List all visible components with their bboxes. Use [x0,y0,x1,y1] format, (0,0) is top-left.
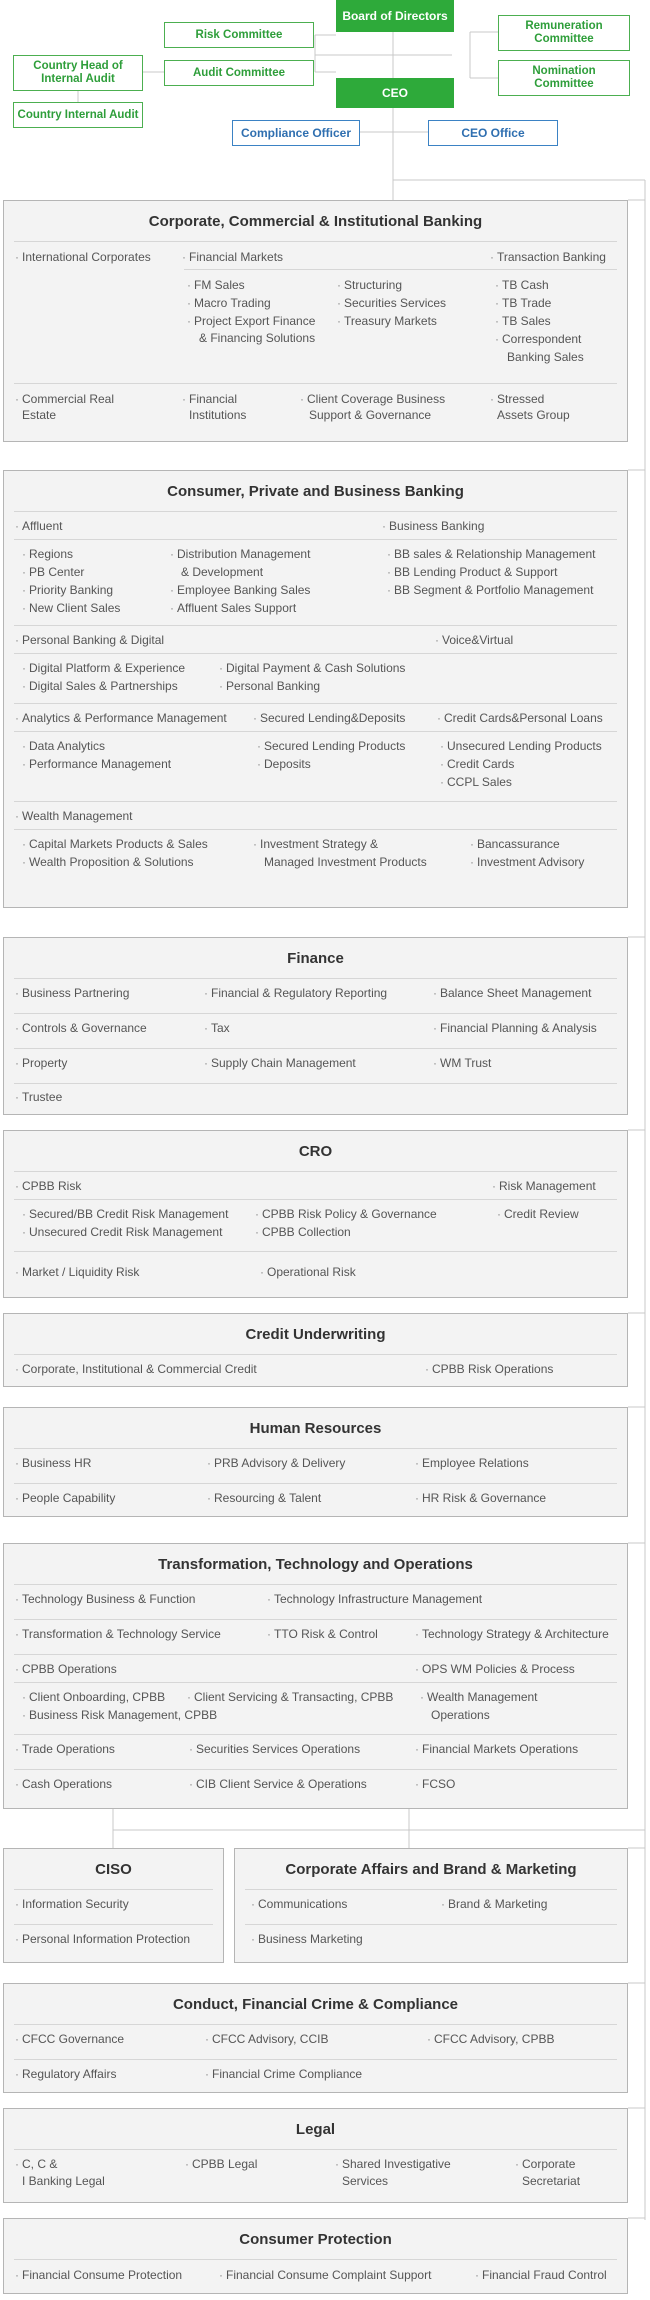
information-security: · Information Security [22,1896,129,1913]
cpbb-divider-1 [14,511,617,512]
tto-divider-5 [14,1734,617,1735]
ccib-divider-3 [14,383,617,384]
corporate-secretariat-line-2-text: Secretariat [522,2174,581,2188]
credit-review: · Credit Review [504,1206,579,1223]
trustee: · Trustee [22,1089,62,1106]
credit-underwriting-panel [3,1313,628,1387]
business-partnering: · Business Partnering [22,985,129,1002]
voice-virtual: · Voice&Virtual [442,632,513,649]
country-head-line-1: Country Head of [33,60,123,72]
distribution-line-1: · Distribution Management [177,546,310,563]
data-analytics: · Data Analytics [29,738,105,755]
bb-sales: · BB sales & Relationship Management [394,546,595,563]
ceo-office-box: CEO Office [428,120,558,146]
digital-platform: · Digital Platform & Experience [29,660,185,677]
commercial-real-estate-line-1: · Commercial Real [22,391,114,408]
client-coverage-line-1: · Client Coverage Business [307,391,445,408]
wealth-management-ops-line-1: · Wealth Management [427,1689,538,1706]
tto-risk-control: · TTO Risk & Control [274,1626,378,1643]
secured-bb-credit-risk: · Secured/BB Credit Risk Management [29,1206,228,1223]
tto-title: Transformation, Technology and Operations [158,1556,473,1573]
pb-center: · PB Center [29,564,84,581]
cro-divider-3 [14,1251,617,1252]
investment-strategy-line-2 [264,854,427,871]
securities-services: · Securities Services [344,295,446,312]
client-coverage-line-2-text: Support & Governance [309,408,432,422]
digital-payment: · Digital Payment & Cash Solutions [226,660,405,677]
cfcc-governance: · CFCC Governance [22,2031,124,2048]
client-onboarding: · Client Onboarding, CPBB [29,1689,165,1706]
credit-divider-1 [14,1354,617,1355]
risk-committee-box: Risk Committee [164,22,314,48]
cpbb-risk-policy: · CPBB Risk Policy & Governance [262,1206,437,1223]
credit-cards: · Credit Cards [447,756,514,773]
remuneration-line-2: Committee [534,33,594,45]
supply-chain-management: · Supply Chain Management [211,1055,356,1072]
financial-institutions-line-2 [189,407,246,424]
people-capability: · People Capability [22,1490,115,1507]
shared-investigative-line-2-text: Services [342,2174,389,2188]
shared-investigative-line-2 [342,2173,388,2190]
human-resources-panel [3,1407,628,1517]
cpbb-collection: · CPBB Collection [262,1224,351,1241]
ccib-legal-line-1: · C, C & [22,2156,57,2173]
cib-client-service: · CIB Client Service & Operations [196,1776,367,1793]
stressed-assets-line-1: · Stressed [497,391,544,408]
project-export-line-2 [199,331,315,345]
tto-divider-4 [14,1682,617,1683]
financial-crime-compliance: · Financial Crime Compliance [212,2066,362,2083]
cpbb-divider-4 [14,653,617,654]
hr-risk-governance: · HR Risk & Governance [422,1490,546,1507]
finance-title: Finance [287,950,344,967]
commercial-real-estate-line-2-text: Estate [22,408,57,422]
brand-marketing: · Brand & Marketing [448,1896,547,1913]
tto-panel [3,1543,628,1809]
correspondent-line-2-text: Banking Sales [507,350,584,364]
technology-strategy: · Technology Strategy & Architecture [422,1626,609,1643]
compliance-officer-box: Compliance Officer [232,120,360,146]
ciso-divider-2 [14,1924,213,1925]
correspondent-line-1: · Correspondent [502,331,581,348]
cfcc-advisory-ccib: · CFCC Advisory, CCIB [212,2031,328,2048]
affluent-sales-support: · Affluent Sales Support [177,600,296,617]
bb-lending: · BB Lending Product & Support [394,564,557,581]
wealth-management-ops-line-2-text: Operations [431,1708,490,1722]
international-corporates: · International Corporates [22,249,151,266]
corporate-institutional-credit: · Corporate, Institutional & Commercial Credit [22,1361,257,1378]
cro-title: CRO [298,1143,333,1160]
regulatory-affairs: · Regulatory Affairs [22,2066,117,2083]
cpbb-risk-operations: · CPBB Risk Operations [432,1361,553,1378]
remuneration-line-1: Remuneration [525,20,603,32]
investment-strategy-line-2-text: Managed Investment Products [264,855,427,869]
employee-banking-sales: · Employee Banking Sales [177,582,310,599]
credit-cards-loans: · Credit Cards&Personal Loans [444,710,603,727]
legal-title: Legal [295,2121,336,2138]
cfcc-title: Conduct, Financial Crime & Compliance [172,1996,459,2013]
tto-divider-3 [14,1654,617,1655]
ccib-divider-1 [14,241,617,242]
personal-banking-digital: · Personal Banking & Digital [22,632,164,649]
financial-regulatory-reporting: · Financial & Regulatory Reporting [211,985,387,1002]
cpbb-operations: · CPBB Operations [22,1661,117,1678]
nomination-line-2: Committee [534,78,594,90]
country-head-internal-audit-box [13,55,143,91]
cro-panel [3,1130,628,1298]
distribution-line-2-text: & Development [181,565,264,579]
business-banking: · Business Banking [389,518,484,535]
hr-divider-2 [14,1483,617,1484]
audit-committee-box: Audit Committee [164,60,314,86]
priority-banking: · Priority Banking [29,582,113,599]
wealth-management: · Wealth Management [22,808,133,825]
corporate-affairs-panel [234,1848,628,1963]
investment-advisory: · Investment Advisory [477,854,584,871]
personal-banking: · Personal Banking [226,678,320,695]
technology-business-function: · Technology Business & Function [22,1591,195,1608]
wealth-proposition: · Wealth Proposition & Solutions [29,854,194,871]
bancassurance: · Bancassurance [477,836,560,853]
cpbb-divider-7 [14,801,617,802]
cpbb-panel [3,470,628,908]
ceo-box: CEO [336,78,454,108]
tb-trade: · TB Trade [502,295,551,312]
ops-wm-policies: · OPS WM Policies & Process [422,1661,575,1678]
wm-trust: · WM Trust [440,1055,491,1072]
fcso: · FCSO [422,1776,455,1793]
cash-operations: · Cash Operations [22,1776,112,1793]
ciso-title: CISO [95,1861,132,1878]
cpbb-risk: · CPBB Risk [22,1178,81,1195]
employee-relations: · Employee Relations [422,1455,529,1472]
consumer-divider-1 [14,2259,617,2260]
financial-fraud-control: · Financial Fraud Control [482,2267,607,2284]
ciso-panel [3,1848,224,1963]
tb-sales: · TB Sales [502,313,551,330]
legal-panel [3,2108,628,2203]
balance-sheet-management: · Balance Sheet Management [440,985,591,1002]
credit-underwriting-title: Credit Underwriting [245,1326,386,1343]
ccib-legal-line-2-text: I Banking Legal [22,2174,105,2188]
ccpl-sales: · CCPL Sales [447,774,512,791]
fm-sales: · FM Sales [194,277,245,294]
financial-consume-protection: · Financial Consume Protection [22,2267,182,2284]
financial-planning: · Financial Planning & Analysis [440,1020,597,1037]
project-export-line-1: · Project Export Finance [194,313,315,330]
commercial-real-estate-line-2 [22,407,56,424]
financial-markets: · Financial Markets [189,249,283,266]
risk-management: · Risk Management [499,1178,596,1195]
treasury-markets: · Treasury Markets [344,313,437,330]
cro-divider-2 [14,1199,617,1200]
cro-divider-1 [14,1171,617,1172]
tto-divider-2 [14,1619,617,1620]
communications: · Communications [258,1896,347,1913]
tto-divider-1 [14,1584,617,1585]
client-servicing: · Client Servicing & Transacting, CPBB [194,1689,393,1706]
personal-information-protection: · Personal Information Protection [22,1931,190,1948]
ccib-title: Corporate, Commercial & Institutional Banking [148,213,483,230]
nomination-line-1: Nomination [532,65,596,77]
shared-investigative-line-1: · Shared Investigative [342,2156,451,2173]
business-hr: · Business HR [22,1455,91,1472]
bb-segment: · BB Segment & Portfolio Management [394,582,593,599]
project-export-line-2-text: & Financing Solutions [199,331,316,345]
cpbb-divider-3 [14,625,617,626]
structuring: · Structuring [344,277,402,294]
country-internal-audit-box: Country Internal Audit [13,102,143,128]
operational-risk: · Operational Risk [267,1264,356,1281]
new-client-sales: · New Client Sales [29,600,120,617]
cpbb-divider-8 [14,829,617,830]
legal-divider-1 [14,2149,617,2150]
property: · Property [22,1055,67,1072]
securities-services-operations: · Securities Services Operations [196,1741,360,1758]
finance-divider-2 [14,1013,617,1014]
nomination-committee-box [498,60,630,96]
cfcc-divider-1 [14,2024,617,2025]
market-liquidity-risk: · Market / Liquidity Risk [22,1264,139,1281]
ccib-divider-2 [184,269,617,270]
secured-lending-products: · Secured Lending Products [264,738,405,755]
remuneration-committee-box [498,15,630,51]
financial-markets-operations: · Financial Markets Operations [422,1741,578,1758]
cfcc-panel [3,1983,628,2093]
consumer-protection-title: Consumer Protection [239,2231,392,2248]
financial-institutions-line-1: · Financial [189,391,237,408]
finance-divider-4 [14,1083,617,1084]
secured-lending-deposits: · Secured Lending&Deposits [260,710,405,727]
finance-divider-3 [14,1048,617,1049]
corporate-secretariat-line-1: · Corporate [522,2156,575,2173]
ccib-panel [3,200,628,442]
consumer-protection-panel [3,2218,628,2294]
finance-divider-1 [14,978,617,979]
tax: · Tax [211,1020,230,1037]
trade-operations: · Trade Operations [22,1741,115,1758]
wealth-management-ops-line-2 [431,1707,490,1724]
capital-markets: · Capital Markets Products & Sales [29,836,208,853]
macro-trading: · Macro Trading [194,295,271,312]
country-head-line-2: Internal Audit [41,73,115,85]
cfcc-advisory-cpbb: · CFCC Advisory, CPBB [434,2031,554,2048]
cpbb-title: Consumer, Private and Business Banking [167,483,464,500]
correspondent-line-2 [507,349,584,366]
client-coverage-line-2 [309,407,431,424]
ciso-divider-1 [14,1889,213,1890]
corporate-secretariat-line-2 [522,2173,580,2190]
transaction-banking: · Transaction Banking [497,249,606,266]
cpbb-legal: · CPBB Legal [192,2156,257,2173]
performance-management: · Performance Management [29,756,171,773]
prb-advisory: · PRB Advisory & Delivery [214,1455,345,1472]
tb-cash: · TB Cash [502,277,549,294]
financial-consume-complaint-support: · Financial Consume Complaint Support [226,2267,431,2284]
deposits: · Deposits [264,756,311,773]
corporate-affairs-title: Corporate Affairs and Brand & Marketing [285,1861,577,1878]
unsecured-lending-products: · Unsecured Lending Products [447,738,602,755]
regions: · Regions [29,546,73,563]
investment-strategy-line-1: · Investment Strategy & [260,836,378,853]
unsecured-credit-risk: · Unsecured Credit Risk Management [29,1224,222,1241]
stressed-assets-line-2 [497,407,570,424]
cfcc-divider-2 [14,2059,617,2060]
cpbb-divider-6 [14,731,617,732]
financial-institutions-line-2-text: Institutions [189,408,247,422]
board-of-directors-box: Board of Directors [336,0,454,32]
corp-affairs-divider-1 [245,1889,617,1890]
business-marketing: · Business Marketing [258,1931,363,1948]
hr-divider-1 [14,1448,617,1449]
corp-affairs-divider-2 [245,1924,617,1925]
cpbb-divider-2 [14,539,617,540]
digital-sales: · Digital Sales & Partnerships [29,678,178,695]
transformation-technology-service: · Transformation & Technology Service [22,1626,221,1643]
cpbb-divider-5 [14,703,617,704]
human-resources-title: Human Resources [249,1420,382,1437]
resourcing-talent: · Resourcing & Talent [214,1490,321,1507]
business-risk-management: · Business Risk Management, CPBB [29,1707,217,1724]
analytics-performance: · Analytics & Performance Management [22,710,227,727]
tto-divider-6 [14,1769,617,1770]
stressed-assets-line-2-text: Assets Group [497,408,570,422]
controls-governance: · Controls & Governance [22,1020,147,1037]
ccib-legal-line-2 [22,2173,105,2190]
affluent: · Affluent [22,518,62,535]
technology-infrastructure: · Technology Infrastructure Management [274,1591,482,1608]
distribution-line-2 [181,564,263,581]
finance-panel [3,937,628,1115]
